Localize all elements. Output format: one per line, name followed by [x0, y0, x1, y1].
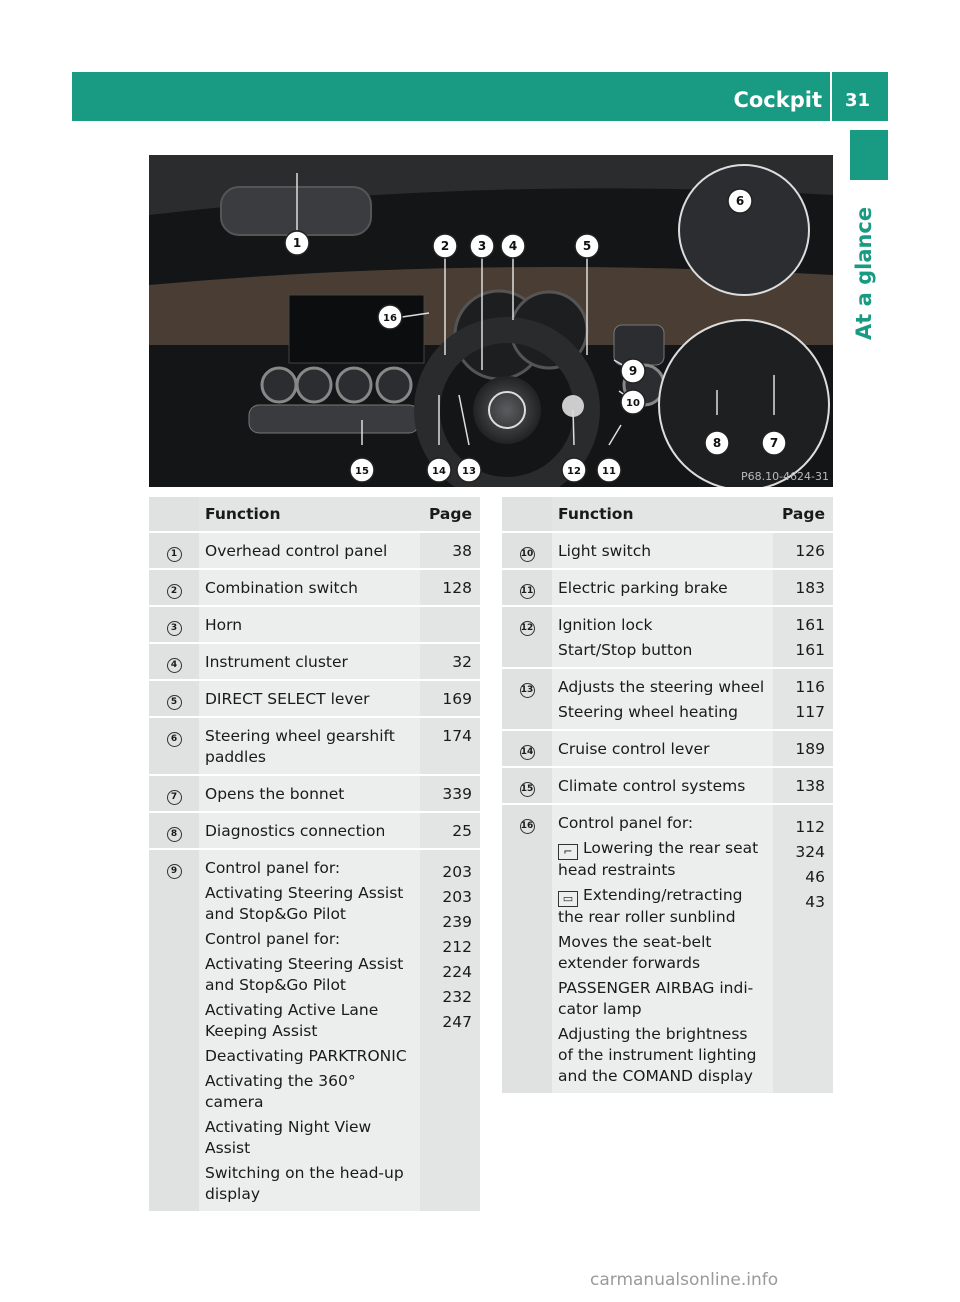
page-column-header: Page: [773, 497, 833, 532]
page-column-header: Page: [420, 497, 480, 532]
function-entry: [558, 578, 765, 599]
svg-text:13: 13: [462, 466, 476, 477]
function-text: Extending/retracting the rear roller sunblind: [558, 886, 743, 926]
page-ref: 32: [452, 653, 472, 671]
function-cell: [552, 569, 773, 606]
function-cell: [199, 680, 420, 717]
headrest-icon: ⌐: [558, 844, 578, 860]
function-entry: [205, 821, 412, 842]
table-row: [149, 849, 480, 1212]
row-number-badge: 13: [520, 683, 535, 698]
row-number-badge: 8: [167, 827, 182, 842]
function-entry: [205, 858, 412, 879]
table-header-row: [502, 497, 833, 532]
row-number-badge: 14: [520, 745, 535, 760]
function-text: Activating Night View Assist: [205, 1118, 372, 1157]
function-text: Ignition lock: [558, 616, 653, 634]
function-cell: [552, 532, 773, 569]
row-number-badge: 1: [167, 547, 182, 562]
row-number-cell: [502, 569, 552, 606]
row-number-cell: [502, 606, 552, 668]
function-entry: [558, 978, 765, 1020]
function-entry: [558, 677, 765, 698]
function-entry: [205, 929, 412, 950]
function-text: Moves the seat-belt extender forwards: [558, 933, 712, 972]
function-text: Overhead control panel: [205, 542, 388, 560]
photo-credit: P68.10-4624-31: [740, 470, 829, 483]
function-cell: [552, 804, 773, 1094]
function-cell: [199, 717, 420, 775]
function-entry: [205, 1071, 412, 1113]
function-entry: [558, 838, 765, 881]
row-number-badge: 4: [167, 658, 182, 673]
page-ref: 239: [442, 913, 472, 931]
table-row: [502, 668, 833, 730]
row-number-cell: [149, 643, 199, 680]
svg-text:14: 14: [432, 466, 446, 477]
page-ref: 203: [442, 888, 472, 906]
svg-text:12: 12: [567, 466, 581, 477]
row-number-cell: [149, 532, 199, 569]
page-ref: 324: [795, 843, 825, 861]
function-entry: [558, 541, 765, 562]
page-ref: 247: [442, 1013, 472, 1031]
svg-text:4: 4: [508, 239, 518, 253]
page-cell: [420, 680, 480, 717]
function-cell: [199, 775, 420, 812]
function-entry: [205, 652, 412, 673]
svg-text:5: 5: [582, 239, 592, 253]
page-cell: [420, 775, 480, 812]
function-text: DIRECT SELECT lever: [205, 690, 370, 708]
function-cell: [552, 767, 773, 804]
page-ref: 112: [795, 818, 825, 836]
function-text: Adjusts the steering wheel: [558, 678, 765, 696]
function-text: Instrument cluster: [205, 653, 348, 671]
function-entry: [558, 885, 765, 928]
page-cell: [420, 812, 480, 849]
function-text: Diagnostics connection: [205, 822, 386, 840]
page-cell: [773, 606, 833, 668]
page-cell: [773, 804, 833, 1094]
page-cell: [420, 849, 480, 1212]
svg-text:10: 10: [626, 398, 640, 409]
function-table-left: [149, 497, 480, 1213]
function-text: Switching on the head-up display: [205, 1164, 404, 1203]
row-number-cell: [502, 668, 552, 730]
svg-text:8: 8: [712, 436, 722, 450]
page-ref: 183: [795, 579, 825, 597]
svg-text:6: 6: [735, 194, 745, 208]
svg-text:9: 9: [628, 364, 638, 378]
page-cell: [420, 532, 480, 569]
function-cell: [552, 668, 773, 730]
function-entry: [205, 1163, 412, 1205]
row-number-badge: 5: [167, 695, 182, 710]
page-cell: [420, 643, 480, 680]
page-ref: 224: [442, 963, 472, 981]
function-text: Control panel for:: [558, 814, 694, 832]
table-row: [502, 606, 833, 668]
function-entry: [205, 726, 412, 768]
table-row: [149, 643, 480, 680]
page-ref: 138: [795, 777, 825, 795]
function-text: Opens the bonnet: [205, 785, 345, 803]
svg-text:11: 11: [602, 466, 616, 477]
table-row: [149, 569, 480, 606]
page-cell: [773, 730, 833, 767]
page-ref: 169: [442, 690, 472, 708]
function-text: Control panel for:: [205, 859, 341, 877]
page-cell: [773, 767, 833, 804]
page-ref: 128: [442, 579, 472, 597]
svg-text:3: 3: [477, 239, 487, 253]
function-entry: [205, 615, 412, 636]
row-number-cell: [149, 849, 199, 1212]
table-row: [502, 804, 833, 1094]
page-ref: 25: [452, 822, 472, 840]
table-row: [149, 812, 480, 849]
function-entry: [205, 954, 412, 996]
row-number-badge: 11: [520, 584, 535, 599]
function-cell: [199, 532, 420, 569]
row-number-cell: [149, 606, 199, 643]
svg-text:15: 15: [355, 466, 369, 477]
function-text: Steering wheel heating: [558, 703, 738, 721]
function-table-right: [502, 497, 833, 1095]
page-cell: [420, 717, 480, 775]
table-header-row: [149, 497, 480, 532]
row-number-badge: 10: [520, 547, 535, 562]
row-number-badge: 3: [167, 621, 182, 636]
function-text: Steering wheel gearshift paddles: [205, 727, 395, 766]
function-cell: [199, 606, 420, 643]
number-column-header: [502, 497, 552, 532]
function-text: PASSENGER AIRBAG indi-cator lamp: [558, 979, 754, 1018]
function-cell: [199, 643, 420, 680]
row-number-cell: [149, 569, 199, 606]
section-title: Cockpit: [733, 88, 822, 112]
function-text: Electric parking brake: [558, 579, 728, 597]
page-ref: 38: [452, 542, 472, 560]
page-ref: 43: [805, 893, 825, 911]
function-entry: [205, 578, 412, 599]
row-number-badge: 6: [167, 732, 182, 747]
function-column-header: Function: [552, 497, 773, 532]
function-text: Lowering the rear seat head restraints: [558, 839, 759, 879]
function-entry: [558, 1024, 765, 1087]
row-number-badge: 7: [167, 790, 182, 805]
function-text: Activating Steering Assist and Stop&Go Pilot: [205, 955, 404, 994]
page-ref: 203: [442, 863, 472, 881]
function-text: Light switch: [558, 542, 652, 560]
table-row: [502, 767, 833, 804]
function-entry: [205, 784, 412, 805]
function-entry: [558, 615, 765, 636]
svg-text:2: 2: [440, 239, 450, 253]
chapter-tab: [850, 130, 888, 180]
row-number-badge: 2: [167, 584, 182, 599]
page-cell: [420, 606, 480, 643]
function-text: Climate control systems: [558, 777, 746, 795]
function-entry: [205, 689, 412, 710]
page-ref: 174: [442, 727, 472, 745]
function-text: Deactivating PARKTRONIC: [205, 1047, 407, 1065]
page-ref: 339: [442, 785, 472, 803]
page-cell: [773, 668, 833, 730]
page-ref: 46: [805, 868, 825, 886]
svg-text:1: 1: [292, 236, 302, 250]
cockpit-photo: [149, 155, 833, 487]
footer-watermark: carmanualsonline.info: [590, 1270, 779, 1290]
function-entry: [558, 702, 765, 723]
table-row: [149, 680, 480, 717]
function-text: Cruise control lever: [558, 740, 710, 758]
function-entry: [558, 932, 765, 974]
page-ref: 117: [795, 703, 825, 721]
function-entry: [205, 1000, 412, 1042]
function-entry: [205, 883, 412, 925]
table-row: [149, 775, 480, 812]
function-text: Adjusting the brightness of the instrument lighting and the COMAND display: [558, 1025, 757, 1085]
page-cell: [420, 569, 480, 606]
row-number-badge: 9: [167, 864, 182, 879]
function-text: Activating Steering Assist and Stop&Go Pilot: [205, 884, 404, 923]
page-cell: [773, 569, 833, 606]
function-text: Activating Active Lane Keeping Assist: [205, 1001, 379, 1040]
row-number-badge: 12: [520, 621, 535, 636]
function-cell: [199, 569, 420, 606]
row-number-badge: 16: [520, 819, 535, 834]
page-ref: 126: [795, 542, 825, 560]
function-entry: [205, 1117, 412, 1159]
function-text: Horn: [205, 616, 243, 634]
row-number-cell: [502, 804, 552, 1094]
table-row: [149, 717, 480, 775]
function-entry: [558, 640, 765, 661]
svg-text:16: 16: [383, 313, 397, 324]
table-row: [149, 532, 480, 569]
page-ref: 232: [442, 988, 472, 1006]
function-text: Control panel for:: [205, 930, 341, 948]
row-number-cell: [149, 717, 199, 775]
function-cell: [199, 812, 420, 849]
page-ref: 189: [795, 740, 825, 758]
page-number: 31: [844, 90, 870, 111]
function-text: Activating the 360° camera: [205, 1072, 356, 1111]
table-row: [502, 730, 833, 767]
header-divider: [830, 72, 832, 121]
function-entry: [205, 1046, 412, 1067]
function-entry: [558, 739, 765, 760]
row-number-cell: [502, 532, 552, 569]
table-row: [502, 569, 833, 606]
number-column-header: [149, 497, 199, 532]
function-column-header: Function: [199, 497, 420, 532]
function-cell: [552, 606, 773, 668]
page-cell: [773, 532, 833, 569]
sunblind-icon: ▭: [558, 891, 578, 907]
row-number-cell: [149, 775, 199, 812]
page-ref: 212: [442, 938, 472, 956]
row-number-cell: [149, 680, 199, 717]
page-header: [72, 72, 888, 121]
row-number-cell: [149, 812, 199, 849]
row-number-cell: [502, 767, 552, 804]
page-ref: 161: [795, 616, 825, 634]
page-ref: 161: [795, 641, 825, 659]
chapter-label: At a glance: [852, 206, 876, 340]
row-number-badge: 15: [520, 782, 535, 797]
page-ref: 116: [795, 678, 825, 696]
table-row: [149, 606, 480, 643]
cockpit-illustration: [149, 155, 833, 487]
function-text: Start/Stop button: [558, 641, 693, 659]
function-cell: [552, 730, 773, 767]
function-entry: [558, 776, 765, 797]
svg-text:7: 7: [769, 436, 779, 450]
table-row: [502, 532, 833, 569]
row-number-cell: [502, 730, 552, 767]
function-entry: [558, 813, 765, 834]
function-cell: [199, 849, 420, 1212]
function-text: Combination switch: [205, 579, 358, 597]
function-entry: [205, 541, 412, 562]
